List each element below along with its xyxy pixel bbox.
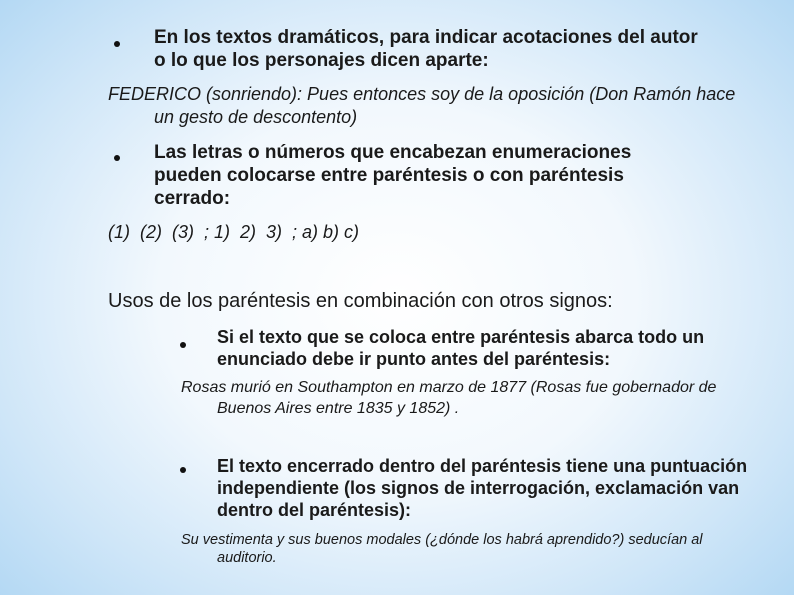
bullet-dot — [114, 41, 120, 47]
section-heading: Usos de los paréntesis en combinación con otros signos: — [108, 290, 613, 312]
bullet-text: Las letras o números que encabezan enumeraciones pueden colocarse entre paréntesis o con paréntesis cerrado: — [154, 142, 632, 209]
example-text: Su vestimenta y sus buenos modales (¿dónde los habrá aprendido?) seducían al auditorio. — [181, 532, 703, 566]
bullet-dot — [180, 342, 186, 348]
bullet-text: En los textos dramáticos, para indicar acotaciones del autor o lo que los personajes dicen aparte: — [154, 27, 698, 71]
bullet-dot — [114, 155, 120, 161]
bullet-text: Si el texto que se coloca entre paréntesis abarca todo un enunciado debe ir punto antes del paréntesis: — [217, 327, 705, 369]
example-text: FEDERICO (sonriendo): Pues entonces soy de la oposición (Don Ramón hace un gesto de descontento) — [108, 84, 736, 127]
bullet-dot — [180, 467, 186, 473]
example-text: Rosas murió en Southampton en marzo de 1877 (Rosas fue gobernador de Buenos Aires entre 1835 y 1852) . — [181, 379, 717, 417]
bullet-text: El texto encerrado dentro del paréntesis tiene una puntuación independiente (los signos de interrogación, exclamación van dentro del paréntesis): — [217, 456, 748, 520]
example-text: (1) (2) (3) ; 1) 2) 3) ; a) b) c) — [108, 222, 360, 242]
